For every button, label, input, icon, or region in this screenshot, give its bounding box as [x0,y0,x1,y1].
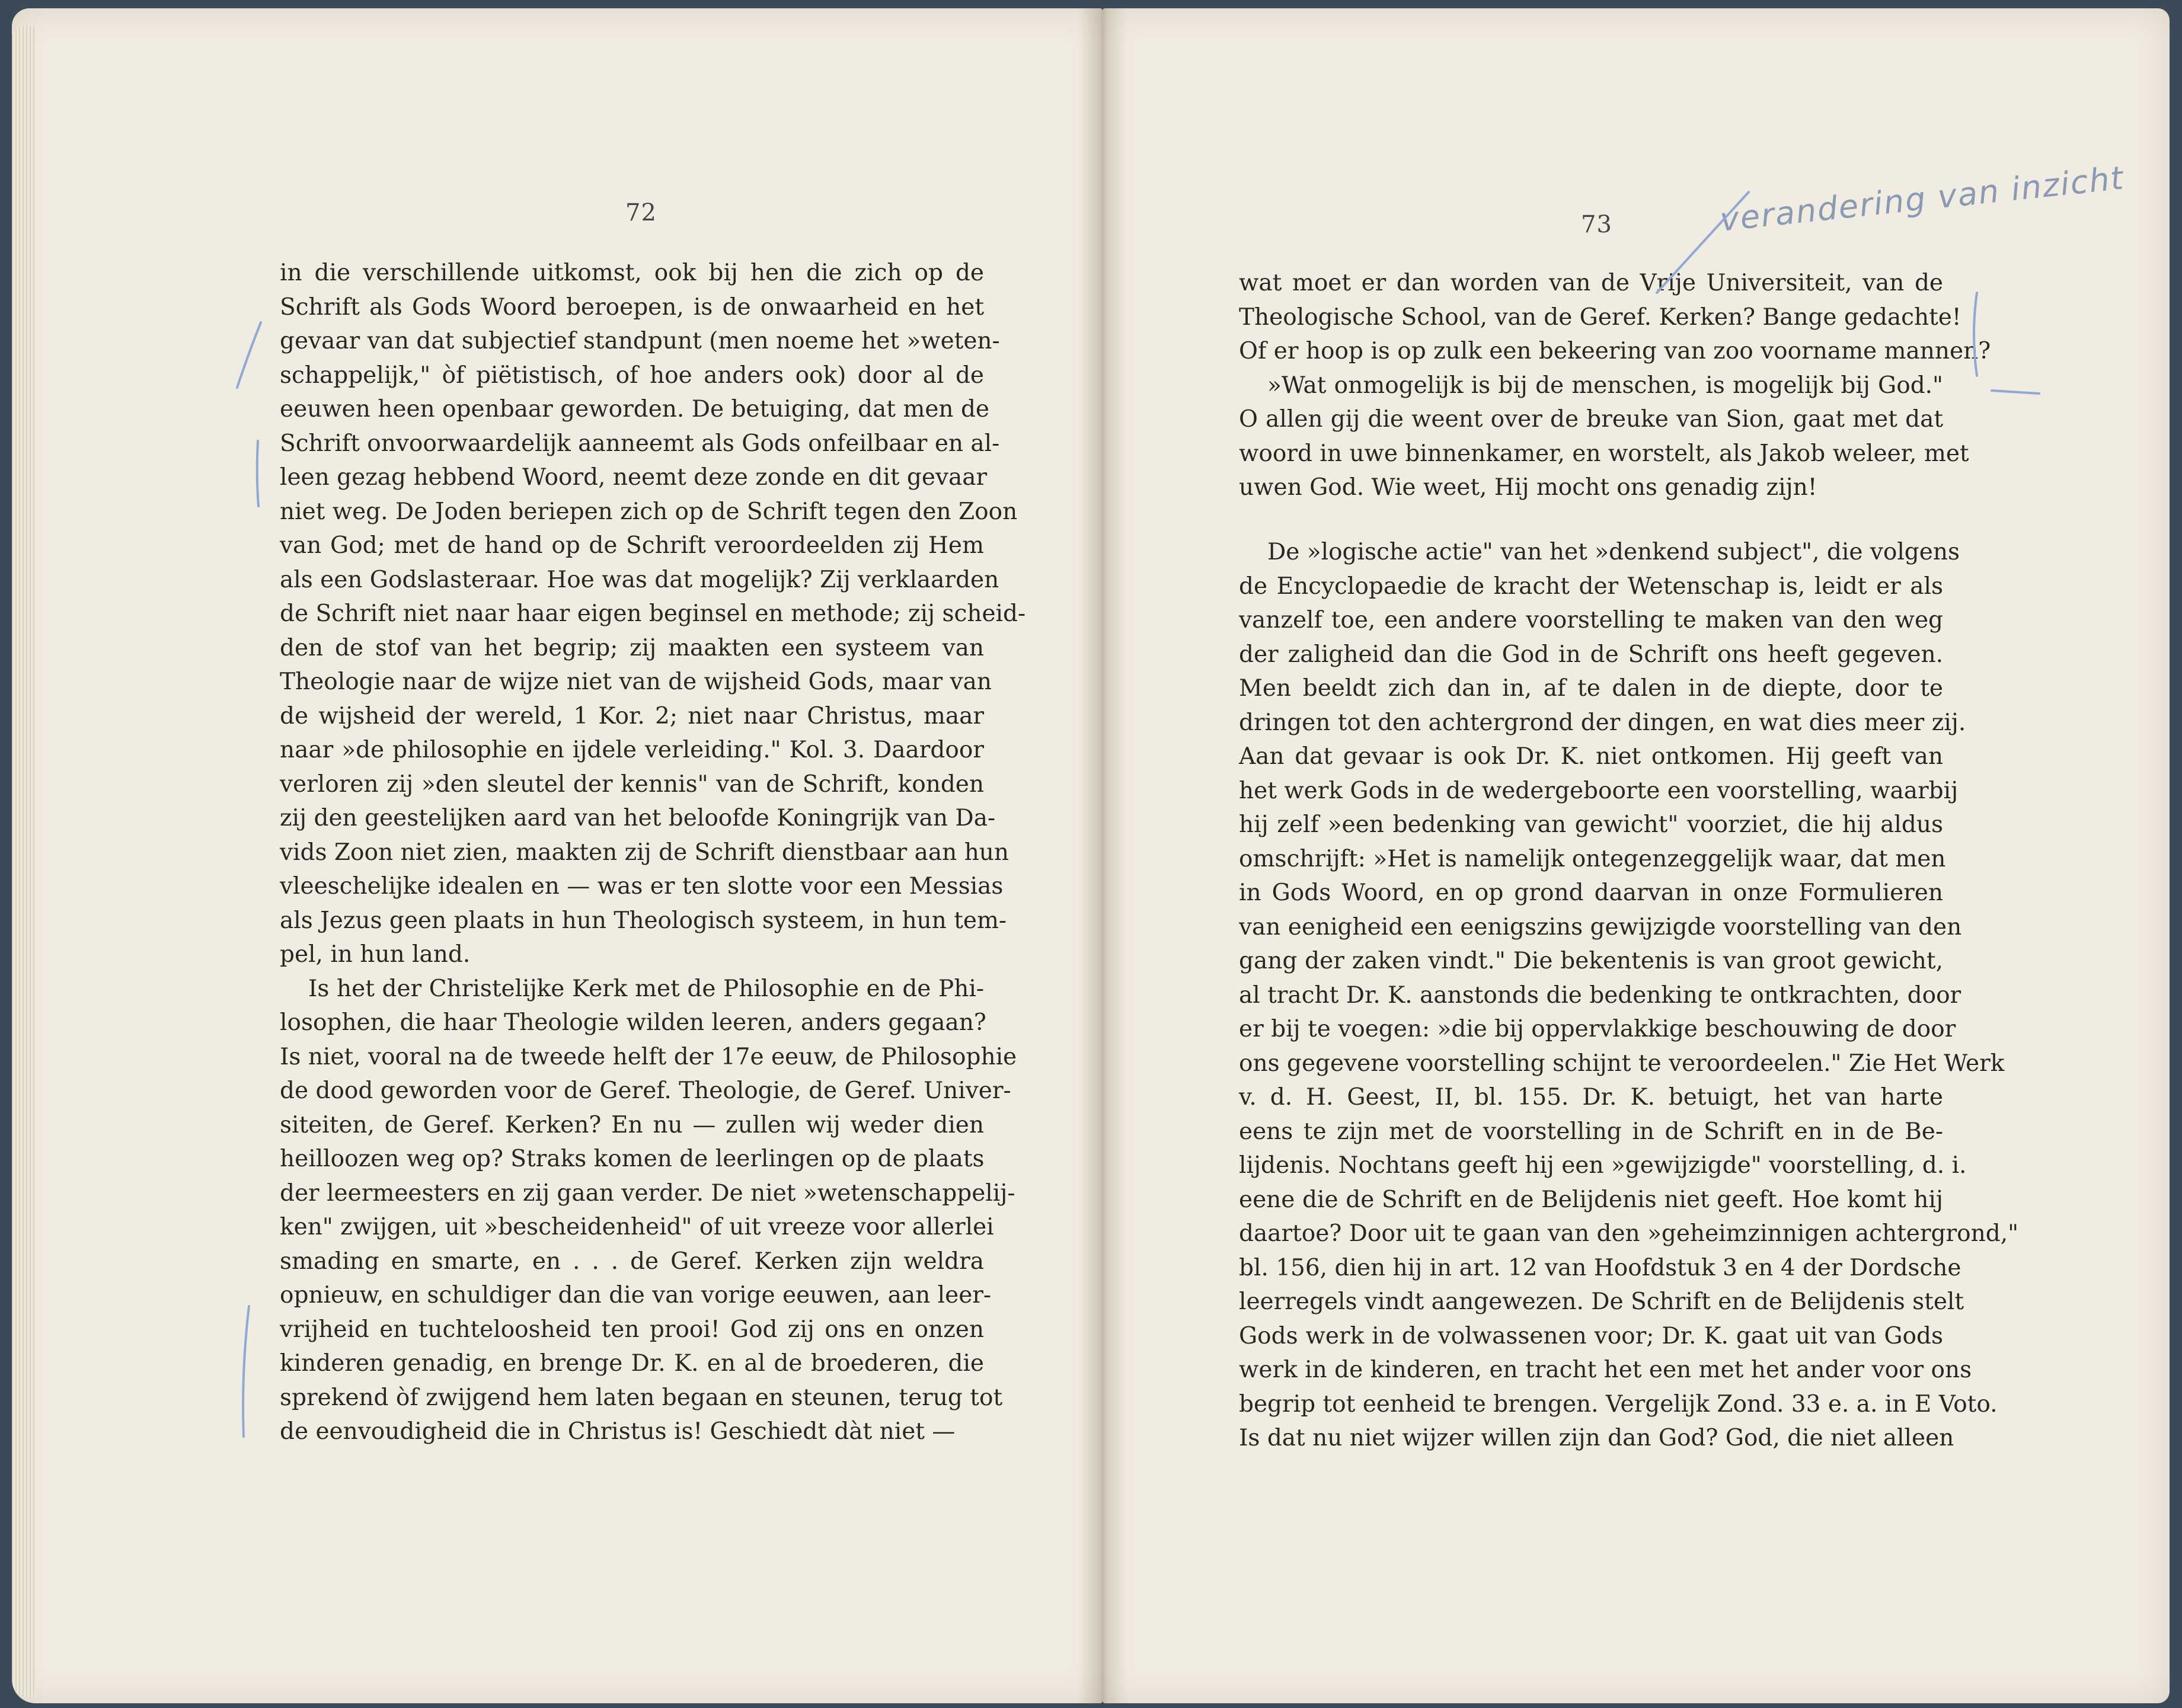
text-line: den de stof van het begrip; zij maakten een systeem van [280,634,984,661]
text-line: O allen gij die weent over de breuke van Sion, gaat met dat [1239,406,1943,433]
text-line: de Encyclopaedie de kracht der Wetenschap is, leidt er als [1239,572,1943,600]
text-line: De »logische actie" van het »denkend subject", die volgens [1267,539,1960,565]
text-line: daartoe? Door uit te gaan van den »geheimzinnigen achtergrond," [1239,1220,2019,1247]
text-line: Is het der Christelijke Kerk met de Philosophie en de Phi- [308,975,984,1002]
text-line: v. d. H. Geest, II, bl. 155. Dr. K. betuigt, het van harte [1239,1084,1943,1111]
text-line: in Gods Woord, en op grond daarvan in onze Formulieren [1239,879,1943,906]
text-line: vids Zoon niet zien, maakten zij de Schrift dienstbaar aan hun [280,839,1009,866]
text-line: niet weg. De Joden beriepen zich op de Schrift tegen den Zoon [280,498,1018,525]
text-line: Schrift onvoorwaardelijk aanneemt als Gods onfeilbaar en al- [280,430,1000,457]
text-line: Theologische School, van de Geref. Kerken? Bange gedachte! [1239,303,1961,331]
text-line: gevaar van dat subjectief standpunt (men noeme het »weten- [280,328,1000,354]
right-page-number: 73 [1581,211,1612,238]
text-line: wat moet er dan worden van de Vrije Universiteit, van de [1239,270,1943,296]
text-line: losophen, die haar Theologie wilden leeren, anders gegaan? [280,1009,986,1036]
text-line: als een Godslasteraar. Hoe was dat mogelijk? Zij verklaarden [280,566,999,593]
text-line: de eenvoudigheid die in Christus is! Geschiedt dàt niet — [280,1418,956,1445]
pencil-mark-left-1 [231,316,267,394]
text-line: ken" zwijgen, uit »bescheidenheid" of uit vreeze voor allerlei [280,1214,994,1240]
text-line: Of er hoop is op zulk een bekeering van zoo voorname mannen? [1239,338,1991,364]
text-line: der zaligheid dan die God in de Schrift ons heeft gegeven. [1239,641,1943,668]
text-line: woord in uwe binnenkamer, en worstelt, als Jakob weleer, met [1239,440,1969,467]
text-line: Theologie naar de wijze niet van de wijsheid Gods, maar van [280,669,992,695]
text-line: Schrift als Gods Woord beroepen, is de onwaarheid en het [280,293,984,321]
text-line: er bij te voegen: »die bij oppervlakkige beschouwing de door [1239,1016,1956,1042]
text-line: begrip tot eenheid te brengen. Vergelijk Zond. 33 e. a. in E Voto. [1239,1390,1998,1418]
pencil-mark-left-3 [234,1300,258,1442]
text-line: het werk Gods in de wedergeboorte een voorstelling, waarbij [1239,777,1959,804]
text-line: hij zelf »een bedenking van gewicht" voorziet, die hij aldus [1239,811,1943,838]
text-line: uwen God. Wie weet, Hij mocht ons genadig zijn! [1239,474,1817,501]
text-line: al tracht Dr. K. aanstonds die bedenking te ontkrachten, door [1239,981,1961,1009]
text-line: de dood geworden voor de Geref. Theologie, de Geref. Univer- [280,1077,1011,1104]
text-line: Gods werk in de volwassenen voor; Dr. K. gaat uit van Gods [1239,1322,1943,1349]
text-line: eene die de Schrift en de Belijdenis niet geeft. Hoe komt hij [1239,1186,1943,1213]
text-line: leen gezag hebbend Woord, neemt deze zonde en dit gevaar [280,464,988,491]
text-line: Is niet, vooral na de tweede helft der 17e eeuw, de Philosophie [280,1043,1017,1070]
text-line: pel, in hun land. [280,941,471,968]
pencil-mark-left-2 [249,435,267,512]
right-page-text-bottom [1239,535,2019,1456]
text-line: dringen tot den achtergrond der dingen, en wat dies meer zij. [1239,709,1966,736]
text-line: in die verschillende uitkomst, ook bij hen die zich op de [280,260,984,286]
text-line: vleeschelijke idealen en — was er ten slotte voor een Messias [280,873,1004,900]
text-line: siteiten, de Geref. Kerken? En nu — zullen wij weder dien [280,1111,984,1138]
text-line: Is dat nu niet wijzer willen zijn dan God? God, die niet alleen [1239,1425,1954,1451]
text-line: omschrijft: »Het is namelijk ontegenzeggelijk waar, dat men [1239,845,1946,872]
text-line: verloren zij »den sleutel der kennis" van de Schrift, konden [280,770,984,798]
text-line: als Jezus geen plaats in hun Theologisch systeem, in hun tem- [280,907,1007,934]
text-line: der leermeesters en zij gaan verder. De niet »wetenschappelij- [280,1179,1015,1207]
text-line: eeuwen heen openbaar geworden. De betuiging, dat men de [280,396,989,423]
pencil-mark-right-1 [1962,287,2045,399]
text-line: kinderen genadig, en brenge Dr. K. en al de broederen, die [280,1350,984,1377]
open-book [0,8,2182,1703]
text-line: de wijsheid der wereld, 1 Kor. 2; niet naar Christus, maar [280,702,984,730]
page-edges [12,26,36,1697]
text-line: opnieuw, en schuldiger dan die van vorige eeuwen, aan leer- [280,1282,992,1309]
left-page-text [280,256,1026,1449]
handwritten-annotation: verandering van inzicht [1718,159,2126,239]
text-line: naar »de philosophie en ijdele verleiding." Kol. 3. Daardoor [280,737,984,763]
text-line: eens te zijn met de voorstelling in de Schrift en in de Be- [1239,1118,1943,1145]
text-line: ons gegevene voorstelling schijnt te veroordeelen." Zie Het Werk [1239,1050,2005,1077]
text-line: gang der zaken vindt." Die bekentenis is van groot gewicht, [1239,948,1943,974]
text-line: lijdenis. Nochtans geeft hij een »gewijzigde" voorstelling, d. i. [1239,1152,1967,1179]
text-line: werk in de kinderen, en tracht het een met het ander voor ons [1239,1357,1972,1383]
text-line: vanzelf toe, een andere voorstelling te maken van den weg [1239,607,1943,634]
text-line: leerregels vindt aangewezen. De Schrift en de Belijdenis stelt [1239,1288,1964,1315]
text-line: »Wat onmogelijk is bij de menschen, is mogelijk bij God." [1267,372,1943,399]
text-line: bl. 156, dien hij in art. 12 van Hoofdstuk 3 en 4 der Dordsche [1239,1254,1961,1281]
text-line: de Schrift niet naar haar eigen beginsel en methode; zij scheid- [280,600,1026,627]
text-line: heilloozen weg op? Straks komen de leerlingen op de plaats [280,1146,985,1172]
text-line: vrijheid en tuchteloosheid ten prooi! God zij ons en onzen [280,1316,984,1343]
left-page-number: 72 [625,199,657,226]
text-line: Aan dat gevaar is ook Dr. K. niet ontkomen. Hij geeft van [1239,743,1943,770]
pencil-stroke-annotation [1648,186,1755,299]
text-line: van God; met de hand op de Schrift veroordeelden zij Hem [280,532,984,559]
text-line: Men beeldt zich dan in, af te dalen in de diepte, door te [1239,675,1943,702]
text-line: zij den geestelijken aard van het beloofde Koningrijk van Da- [280,805,996,831]
text-line: sprekend òf zwijgend hem laten begaan en steunen, terug tot [280,1384,1003,1411]
text-line: van eenigheid een eenigszins gewijzigde voorstelling van den [1239,913,1962,941]
book-gutter [1079,8,1126,1703]
right-page-text-top [1239,266,1991,505]
text-line: schappelijk," òf piëtistisch, of hoe anders ook) door al de [280,362,984,389]
text-line: smading en smarte, en . . . de Geref. Kerken zijn weldra [280,1248,984,1275]
